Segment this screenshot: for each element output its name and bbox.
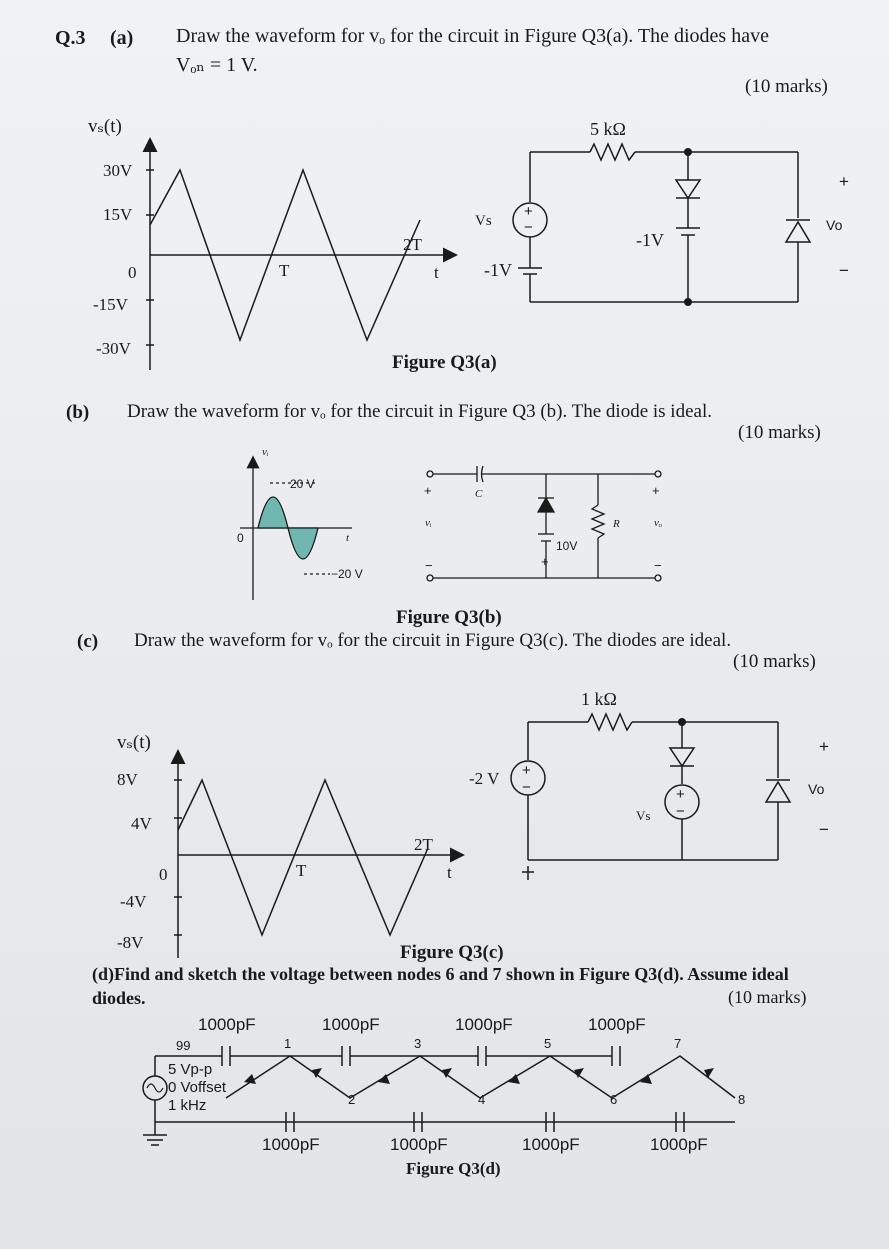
- q3c-waveform: [178, 780, 428, 935]
- q3c-node-top: [678, 718, 686, 726]
- part-d-marks: (10 marks): [728, 987, 807, 1007]
- q3d-source-offset: 0 Voffset: [168, 1079, 227, 1096]
- q3a-x-mark-T: T: [279, 261, 290, 280]
- q3d-top-cap-label-4: 1000pF: [588, 1015, 646, 1034]
- q3a-node-top: [684, 148, 692, 156]
- q3a-out-label: Vo: [826, 217, 843, 233]
- q3c-bias-minus: −: [522, 779, 531, 796]
- q3a-out-minus: −: [839, 261, 849, 280]
- q3b-origin: 0: [237, 531, 244, 545]
- q3a-diode-1: [676, 180, 700, 198]
- q3b-in-plus: +: [424, 483, 432, 498]
- q3a-tick-label-30: 30V: [103, 161, 133, 180]
- q3b-positive-half: [258, 497, 288, 528]
- part-c-label: (c): [77, 631, 99, 652]
- part-c-marks: (10 marks): [733, 651, 816, 672]
- q3d-node-7: 7: [674, 1036, 682, 1051]
- q3c-diode-1: [670, 748, 694, 766]
- part-b-text: Draw the waveform for vₒ for the circuit in Figure Q3 (b). The diode is ideal.: [127, 401, 712, 422]
- q3a-diode-2: [786, 222, 810, 242]
- q3a-tick-label-15: 15V: [103, 205, 133, 224]
- q3d-node-3: 3: [414, 1036, 422, 1051]
- q3a-bias-right: -1V: [636, 230, 664, 250]
- q3c-vs-plus: +: [676, 786, 685, 803]
- q3c-out-minus: −: [819, 820, 829, 839]
- part-b-label: (b): [66, 402, 90, 423]
- q3d-top-cap-label-3: 1000pF: [455, 1015, 513, 1034]
- q3c-resistor-label: 1 kΩ: [581, 689, 617, 709]
- q3d-caption: Figure Q3(d): [406, 1159, 501, 1178]
- q3c-x-mark-2T: 2T: [414, 835, 433, 854]
- figure-q3a-graph: [146, 140, 455, 370]
- q3b-vout: vₒ: [654, 517, 663, 529]
- q3b-res-label: R: [613, 518, 620, 530]
- q3b-negative-half: [288, 528, 318, 559]
- q3a-x-mark-t: t: [434, 263, 439, 282]
- q3b-in-minus: −: [425, 558, 433, 573]
- figure-q3c-circuit: [511, 714, 790, 880]
- part-c-caption: Figure Q3(c): [400, 942, 504, 963]
- q3b-t: t: [346, 532, 350, 544]
- q3a-source-plus: +: [524, 203, 533, 220]
- q3b-cap-label: C: [475, 488, 483, 500]
- q3a-bias-left: -1V: [484, 260, 512, 280]
- q3b-out-minus: −: [654, 558, 662, 573]
- q3a-tick-label-0: 0: [128, 263, 137, 282]
- part-b-marks: (10 marks): [738, 422, 821, 443]
- q3c-tick-label-8: 8V: [117, 770, 138, 789]
- q3d-node-4: 4: [478, 1092, 486, 1107]
- q3b-resistor: [592, 505, 604, 538]
- q3d-node-6: 6: [610, 1092, 618, 1107]
- q3a-source-minus: −: [524, 219, 533, 236]
- q3d-node-8: 8: [738, 1092, 746, 1107]
- q3d-node-1: 1: [284, 1036, 292, 1051]
- q3b-diode: [538, 498, 554, 512]
- q3a-resistor-5k: [590, 144, 635, 160]
- q3a-node-bottom: [684, 298, 692, 306]
- part-d-text-line2: diodes.: [92, 988, 146, 1008]
- part-b-caption: Figure Q3(b): [396, 607, 502, 628]
- q3c-bias-label: -2 V: [469, 769, 500, 788]
- q3d-bottom-cap-label-1: 1000pF: [262, 1135, 320, 1154]
- q3a-x-mark-2T: 2T: [403, 235, 422, 254]
- q3c-tick-label-m8: -8V: [117, 933, 144, 952]
- q3b-trough: −20 V: [331, 567, 363, 581]
- figure-q3d-circuit: [143, 1046, 735, 1145]
- part-d-text-line1: (d)Find and sketch the voltage between nodes 6 and 7 shown in Figure Q3(d). Assume ideal: [92, 964, 789, 984]
- q3c-x-mark-t: t: [447, 863, 452, 882]
- q3c-tick-label-m4: -4V: [120, 892, 147, 911]
- figure-q3c-graph: [174, 752, 462, 958]
- q3d-node-99: 99: [176, 1038, 191, 1053]
- q3d-diodes: [244, 1068, 714, 1084]
- q3d-top-cap-label-2: 1000pF: [322, 1015, 380, 1034]
- q3b-out-plus: +: [652, 483, 660, 498]
- part-a-text-line2: Vₒₙ = 1 V.: [176, 54, 258, 76]
- q3d-bottom-cap-label-3: 1000pF: [522, 1135, 580, 1154]
- q3a-tick-label-m30: -30V: [96, 339, 131, 358]
- q3b-peak: 20 V: [290, 477, 315, 491]
- q3b-battery-plus: +: [541, 554, 549, 569]
- q3b-battery-label: 10V: [556, 539, 578, 553]
- q3c-x-mark-T: T: [296, 861, 307, 880]
- q3c-vs-minus: −: [676, 803, 685, 820]
- q3d-node-5: 5: [544, 1036, 552, 1051]
- q3a-tick-label-m15: -15V: [93, 295, 128, 314]
- q3d-node-labels: [176, 1036, 745, 1107]
- q3a-out-plus: +: [839, 172, 849, 191]
- q3c-tick-label-0: 0: [159, 865, 168, 884]
- q3d-top-cap-label-1: 1000pF: [198, 1015, 256, 1034]
- q3c-diode-2: [766, 782, 790, 802]
- q3c-out-plus: +: [819, 737, 829, 756]
- part-a-text-line1: Draw the waveform for vₒ for the circuit in Figure Q3(a). The diodes have: [176, 25, 769, 47]
- q3c-tick-label-4: 4V: [131, 814, 152, 833]
- q3c-bias-plus: +: [522, 762, 531, 779]
- question-number: Q.3: [55, 27, 86, 49]
- q3d-bottom-cap-label-4: 1000pF: [650, 1135, 708, 1154]
- q3d-source-frequency: 1 kHz: [168, 1097, 207, 1114]
- part-a-marks: (10 marks): [745, 76, 828, 97]
- q3d-bottom-cap-label-2: 1000pF: [390, 1135, 448, 1154]
- q3c-ylabel: vₛ(t): [117, 732, 151, 753]
- q3a-source-label: Vs: [475, 213, 492, 229]
- q3a-resistor-label: 5 kΩ: [590, 119, 626, 139]
- q3b-vin: vᵢ: [425, 517, 432, 529]
- figure-q3a-circuit: [513, 144, 810, 302]
- q3d-node-2: 2: [348, 1092, 356, 1107]
- q3d-source-amplitude: 5 Vp-p: [168, 1061, 213, 1078]
- q3c-out-label: Vo: [808, 781, 825, 797]
- q3a-caption: Figure Q3(a): [392, 352, 497, 373]
- q3c-source-label: Vs: [636, 808, 651, 823]
- part-c-text: Draw the waveform for vₒ for the circuit in Figure Q3(c). The diodes are ideal.: [134, 630, 732, 651]
- q3a-ylabel: vₛ(t): [88, 116, 122, 137]
- q3c-resistor-1k: [588, 714, 632, 730]
- q3b-ylabel: vᵢ: [262, 446, 269, 458]
- part-a-label: (a): [110, 27, 134, 49]
